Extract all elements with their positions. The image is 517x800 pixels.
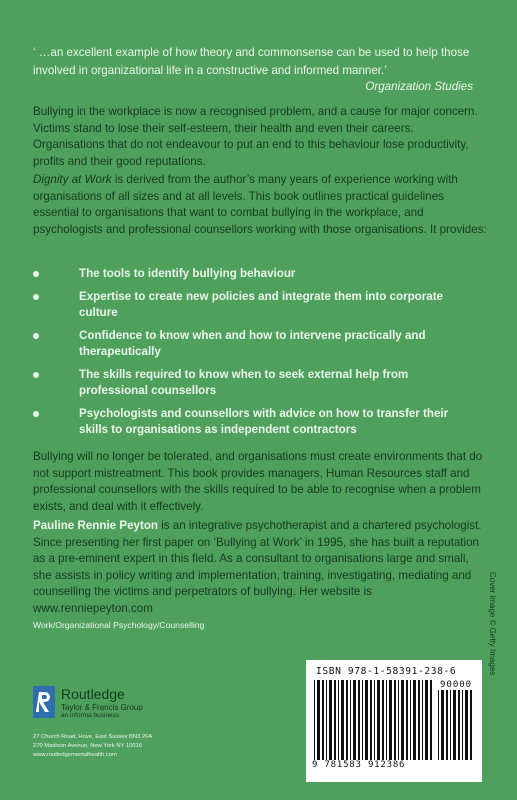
- barcode-bar: [418, 680, 420, 760]
- barcode-bar: [341, 680, 344, 760]
- barcode-bar: [441, 690, 444, 760]
- barcode-bar: [394, 680, 396, 760]
- barcode-bar: [317, 680, 320, 760]
- closing-paragraph: Bullying will no longer be tolerated, and organisations must create environments that do not support mistreatment. This book provides managers, Human Resources staff and professional counsellors with the skills required to be able to recognise when a problem exists, and deal with it effectively.: [33, 450, 483, 513]
- barcode-bar: [346, 680, 348, 760]
- barcode-bar: [322, 680, 324, 760]
- bullet-icon: [33, 333, 39, 339]
- barcode-bar: [450, 690, 451, 760]
- barcode-bar: [358, 680, 360, 760]
- author-name: Pauline Rennie Peyton: [33, 519, 158, 532]
- barcode-bar: [370, 680, 372, 760]
- bullet-icon: [33, 294, 39, 300]
- ean-number: 9 781583 912386: [312, 760, 406, 770]
- book-title: Dignity at Work: [33, 173, 112, 186]
- addon-number: 90000: [440, 680, 473, 690]
- barcode-bar: [458, 690, 460, 760]
- isbn-barcode: [306, 660, 482, 782]
- barcode-bar: [374, 680, 375, 760]
- barcode-bar: [382, 680, 384, 760]
- description-text: is derived from the author’s many years of experience working with organisations of all sizes and at all levels. This book outlines practical guidelines essential to organisations that want to combat bullying in the workplace, and psychologists and professional counsellors working with those organisations. It provides:: [33, 173, 487, 236]
- barcode-bar: [425, 680, 428, 760]
- barcode-bar: [462, 690, 463, 760]
- barcode-bar: [422, 680, 423, 760]
- barcode-bar: [362, 680, 363, 760]
- barcode-bar: [326, 680, 327, 760]
- list-item: Expertise to create new policies and integrate them into corporate culture: [33, 289, 473, 321]
- description-paragraph: [33, 172, 488, 238]
- publisher-address: 27 Church Road, Hove, East Sussex BN3 2FA 270 Madison Avenue, New York NY 10016 www.routledgementalhealth.com: [33, 734, 153, 758]
- barcode-bar: [334, 680, 336, 760]
- author-bio: [33, 518, 488, 617]
- barcode-bar: [413, 680, 416, 760]
- quote-source: Organization Studies: [365, 80, 473, 93]
- barcode-bar: [365, 680, 368, 760]
- publisher-brand: Routledge: [61, 686, 125, 702]
- barcode-bar: [353, 680, 356, 760]
- review-quote: ‘ …an excellent example of how theory and commonsense can be used to help those involved in organizational life in a constructive and informed manner.’: [33, 46, 470, 77]
- intro-paragraph: Bullying in the workplace is now a recognised problem, and a cause for major concern. Victims stand to lose their self-esteem, their health and even their careers. Organisations that do not endeavour to put an end to this behaviour lose productivity, profits and their good reputations.: [33, 105, 478, 168]
- barcode-bar: [350, 680, 351, 760]
- list-item: The tools to identify bullying behaviour: [33, 266, 473, 282]
- barcode-bar: [314, 680, 315, 760]
- barcode-bar: [430, 680, 432, 760]
- list-item: The skills required to know when to seek external help from professional counsellors: [33, 367, 473, 399]
- barcode-bar: [377, 680, 380, 760]
- barcode-bar: [338, 680, 339, 760]
- barcode-bar: [470, 690, 472, 760]
- barcode-bar: [406, 680, 408, 760]
- subject-category: Work/Organizational Psychology/Counselling: [33, 620, 205, 630]
- barcode-bar: [386, 680, 387, 760]
- cover-credit: Cover image © Getty Images: [488, 572, 497, 676]
- addon-barcode-bars: [438, 690, 476, 760]
- barcode-bar: [389, 680, 392, 760]
- barcode-bar: [410, 680, 411, 760]
- barcode-bar: [453, 690, 456, 760]
- bullet-icon: [33, 372, 39, 378]
- barcode-bar: [438, 690, 439, 760]
- list-item: Confidence to know when and how to intervene practically and therapeutically: [33, 328, 473, 360]
- bullet-icon: [33, 411, 39, 417]
- barcode-bar: [329, 680, 332, 760]
- publisher-logo: [33, 686, 233, 726]
- barcode-bar: [398, 680, 399, 760]
- list-item: Psychologists and counsellors with advice on how to transfer their skills to organisations as independent contractors: [33, 406, 473, 438]
- routledge-logo-icon: [33, 686, 55, 718]
- barcode-bar: [401, 680, 404, 760]
- feature-list: [33, 266, 473, 445]
- barcode-bar: [465, 690, 468, 760]
- bullet-icon: [33, 271, 39, 277]
- publisher-group: Taylor & Francis Group: [61, 703, 143, 712]
- barcode-bar: [446, 690, 448, 760]
- author-bio-text: is an integrative psychotherapist and a chartered psychologist. Since presenting her first paper on ‘Bullying at Work’ in 1995, she has built a reputation as a pre-eminent expert in this field. As a consultant to organisations large and small, she assists in policy writing and implementation, training, investigating, mediating and counselling the victims and perpetrators of bullying. Her website is www.renniepeyton.com: [33, 519, 482, 615]
- ean-barcode-bars: [314, 680, 436, 760]
- publisher-sub: an informa business: [61, 712, 120, 719]
- isbn-number: ISBN 978-1-58391-238-6: [316, 666, 457, 677]
